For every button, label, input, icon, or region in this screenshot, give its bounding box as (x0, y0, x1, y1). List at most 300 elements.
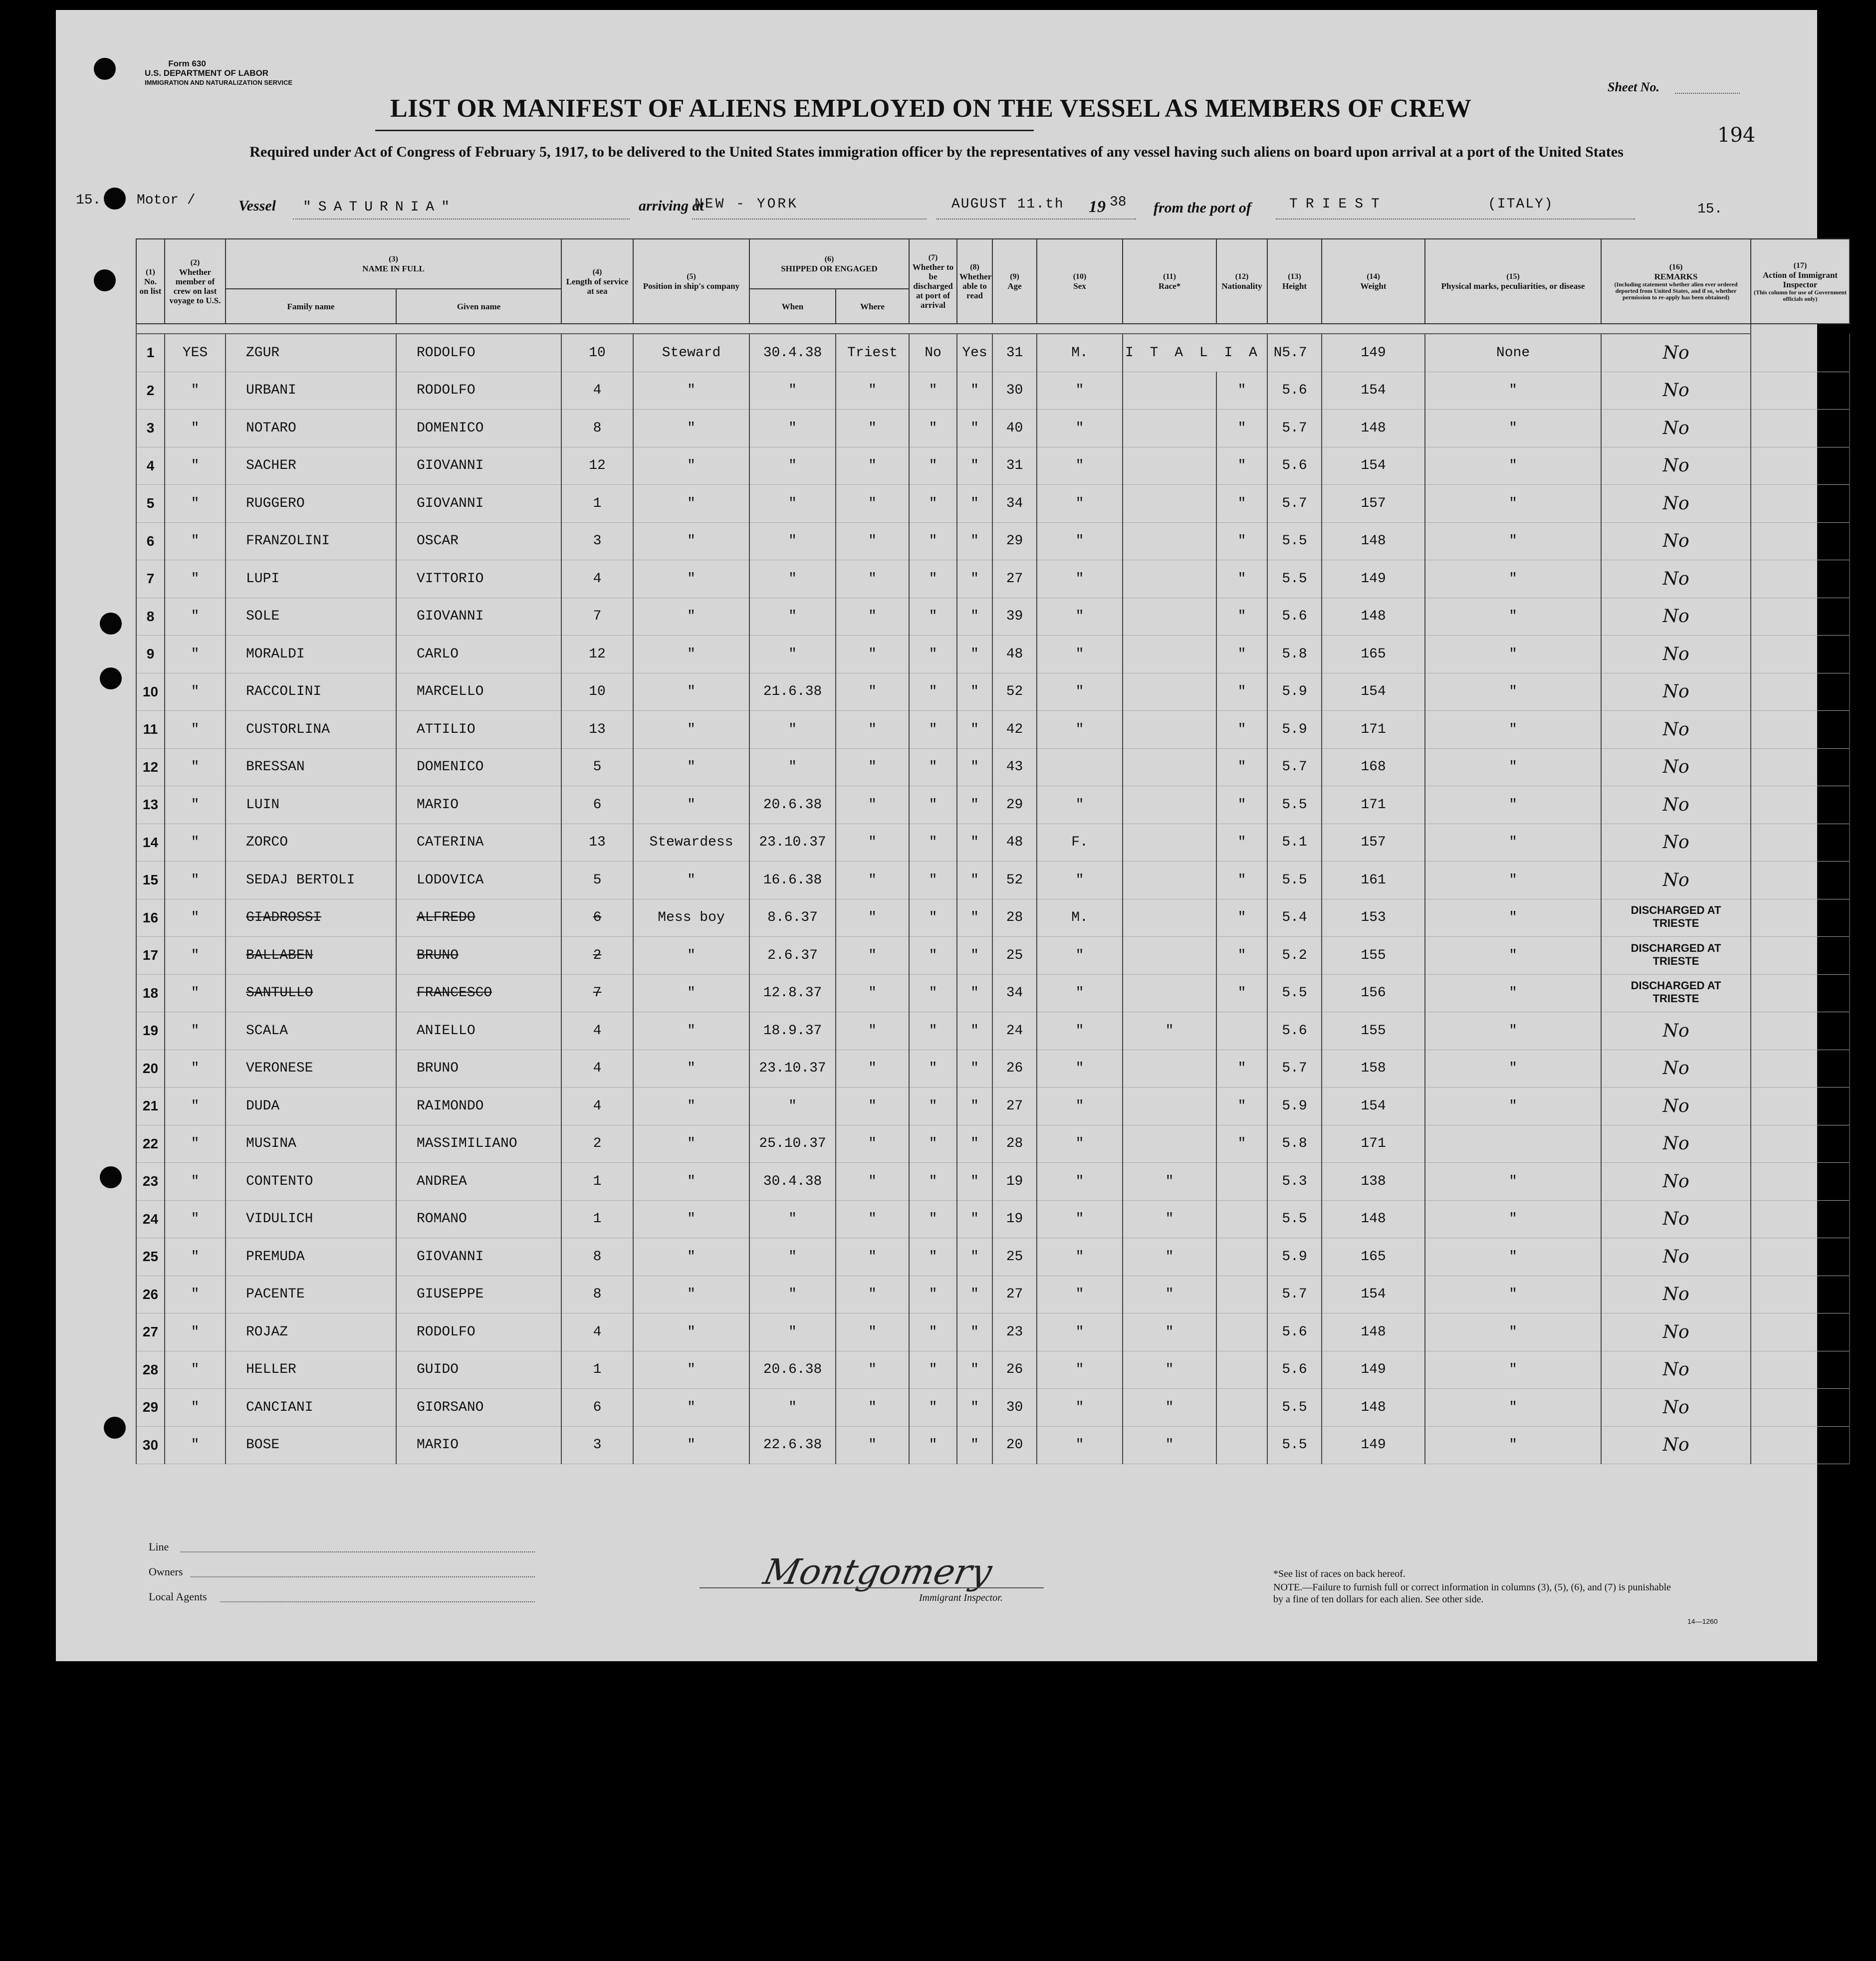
marks-value: " (1509, 1324, 1517, 1340)
height-value: 5.5 (1282, 533, 1307, 549)
sex-value: F. (1071, 835, 1088, 851)
cell-disch (909, 372, 957, 410)
cell-last (165, 974, 226, 1012)
disch-value: " (929, 1362, 938, 1378)
age-value: 52 (1006, 684, 1023, 700)
when-value: 20.6.38 (763, 797, 822, 813)
cell-last (165, 447, 226, 485)
nat-value: " (1237, 495, 1246, 511)
cell-age (992, 522, 1037, 560)
table-row (136, 1125, 1850, 1163)
cell-disch (909, 1163, 957, 1201)
cell-given (396, 485, 561, 523)
age-value: 28 (1006, 910, 1023, 926)
cell-where (836, 1389, 909, 1427)
table-row (136, 786, 1850, 824)
service-value: 12 (589, 458, 606, 474)
cell-remarks (1601, 748, 1751, 786)
table-row (136, 334, 1850, 372)
given-value: GUIDO (417, 1362, 459, 1378)
no-value: 8 (146, 608, 155, 624)
cell-when (749, 899, 836, 937)
cell-read (957, 636, 992, 673)
last-value: " (191, 495, 200, 511)
table-row (136, 598, 1850, 636)
cell-service (561, 937, 633, 975)
weight-value: 155 (1361, 947, 1386, 963)
given-value: DOMENICO (417, 420, 484, 436)
cell-family (226, 485, 396, 523)
age-value: 39 (1006, 609, 1023, 625)
cell-weight (1322, 598, 1425, 636)
cell-action (1751, 974, 1850, 1012)
cell-where (836, 711, 909, 749)
age-value: 26 (1006, 1362, 1023, 1378)
sex-value: " (1075, 609, 1084, 625)
when-value: " (788, 383, 797, 399)
cell-no (136, 1276, 165, 1313)
cell-height (1267, 1163, 1322, 1201)
family-value: LUIN (246, 797, 280, 813)
last-value: " (191, 872, 200, 888)
position-value: " (687, 458, 696, 474)
cell-service (561, 1351, 633, 1389)
cell-given (396, 824, 561, 862)
cell-no (136, 1088, 165, 1125)
weight-value: 148 (1361, 1211, 1386, 1227)
list-number-left: 15. (76, 193, 101, 208)
remarks-value: No (1662, 644, 1689, 664)
table-row (136, 1200, 1850, 1238)
height-value: 5.9 (1282, 684, 1307, 700)
cell-weight (1322, 1351, 1425, 1389)
last-value: " (191, 646, 200, 662)
cell-last (165, 485, 226, 523)
cell-race (1123, 899, 1216, 937)
cell-disch (909, 1012, 957, 1050)
cell-no (136, 485, 165, 523)
cell-action (1751, 786, 1850, 824)
cell-where (836, 334, 909, 372)
last-value: " (191, 1362, 200, 1378)
given-value: GIOVANNI (417, 458, 484, 474)
cell-where (836, 447, 909, 485)
height-value: 5.5 (1282, 571, 1307, 587)
cell-no (136, 598, 165, 636)
cell-last (165, 1012, 226, 1050)
cell-nat (1216, 1238, 1267, 1276)
cell-position (633, 372, 749, 410)
table-row (136, 1351, 1850, 1389)
cell-service (561, 824, 633, 862)
table-row (136, 560, 1850, 598)
age-value: 30 (1006, 383, 1023, 399)
cell-when (749, 560, 836, 598)
cell-read (957, 1426, 992, 1464)
cell-when (749, 786, 836, 824)
cell-age (992, 485, 1037, 523)
last-value: " (191, 797, 200, 813)
cell-height (1267, 748, 1322, 786)
cell-when (749, 1125, 836, 1163)
cell-family (226, 410, 396, 447)
col-header-age: (9) Age (992, 239, 1037, 324)
disch-value: " (929, 797, 938, 813)
cell-nat (1216, 1200, 1267, 1238)
arriving-underline (692, 218, 927, 219)
service-value: 4 (593, 1324, 602, 1340)
arriving-port: NEW - YORK (695, 197, 799, 212)
cell-marks (1425, 1313, 1601, 1351)
nat-value: " (1237, 721, 1246, 737)
cell-weight (1322, 748, 1425, 786)
age-value: 29 (1006, 797, 1023, 813)
service-value: 5 (593, 759, 602, 775)
last-value: " (191, 1211, 200, 1227)
no-value: 18 (142, 985, 159, 1001)
cell-sex (1037, 636, 1123, 673)
cell-nat (1216, 1012, 1267, 1050)
weight-value: 158 (1361, 1061, 1386, 1077)
cell-weight (1322, 1088, 1425, 1125)
cell-nat (1216, 1426, 1267, 1464)
disch-value: " (929, 910, 938, 926)
disch-value: " (929, 571, 938, 587)
marks-value: " (1509, 721, 1517, 737)
cell-race (1123, 1088, 1216, 1125)
cell-when (749, 372, 836, 410)
table-row (136, 410, 1850, 447)
cell-height (1267, 636, 1322, 673)
no-value: 19 (142, 1023, 159, 1039)
cell-nat (1216, 560, 1267, 598)
cell-height (1267, 560, 1322, 598)
cell-disch (909, 447, 957, 485)
cell-weight (1322, 1389, 1425, 1427)
cell-height (1267, 862, 1322, 899)
last-value: " (191, 1173, 200, 1189)
cell-nat (1216, 1276, 1267, 1313)
age-value: 34 (1006, 495, 1023, 511)
cell-when (749, 334, 836, 372)
cell-family (226, 673, 396, 711)
when-value: " (788, 1287, 797, 1303)
cell-service (561, 673, 633, 711)
family-value: MUSINA (246, 1136, 296, 1152)
marks-value: " (1509, 1173, 1517, 1189)
cell-race (1123, 1050, 1216, 1088)
cell-when (749, 410, 836, 447)
sex-value: " (1075, 985, 1084, 1001)
cell-weight (1322, 1276, 1425, 1313)
cell-sex (1037, 560, 1123, 598)
age-value: 28 (1006, 1136, 1023, 1152)
marks-value: " (1509, 759, 1517, 775)
cell-given (396, 1125, 561, 1163)
department: U.S. DEPARTMENT OF LABOR (145, 68, 269, 78)
race-value: " (1165, 1399, 1174, 1415)
cell-read (957, 1125, 992, 1163)
cell-race (1123, 786, 1216, 824)
no-value: 24 (142, 1211, 159, 1227)
cell-last (165, 598, 226, 636)
service-value: 5 (593, 872, 602, 888)
nat-value: " (1237, 947, 1246, 963)
cell-read (957, 899, 992, 937)
cell-remarks (1601, 824, 1751, 862)
cell-nat (1216, 748, 1267, 786)
cell-marks (1425, 1088, 1601, 1125)
age-value: 48 (1006, 835, 1023, 851)
cell-when (749, 636, 836, 673)
cell-action (1751, 598, 1850, 636)
marks-value: " (1509, 872, 1517, 888)
weight-value: 149 (1361, 1437, 1386, 1453)
cell-family (226, 1389, 396, 1427)
when-value: " (788, 495, 797, 511)
remarks-value: No (1662, 342, 1689, 363)
cell-action (1751, 1426, 1850, 1464)
cell-read (957, 598, 992, 636)
cell-read (957, 1238, 992, 1276)
cell-where (836, 899, 909, 937)
cell-action (1751, 410, 1850, 447)
cell-last (165, 522, 226, 560)
cell-position (633, 1389, 749, 1427)
cell-family (226, 937, 396, 975)
cell-marks (1425, 1050, 1601, 1088)
cell-remarks (1601, 1012, 1751, 1050)
cell-no (136, 862, 165, 899)
cell-nat (1216, 786, 1267, 824)
vessel-name: "SATURNIA" (303, 200, 457, 215)
marks-value: " (1509, 947, 1517, 963)
last-value: " (191, 1136, 200, 1152)
nat-value: " (1237, 420, 1246, 436)
cell-height (1267, 1238, 1322, 1276)
age-value: 25 (1006, 1249, 1023, 1265)
cell-service (561, 560, 633, 598)
cell-action (1751, 1389, 1850, 1427)
sex-value: M. (1071, 345, 1088, 361)
binder-hole (104, 1417, 126, 1439)
where-value: " (868, 910, 877, 926)
cell-weight (1322, 372, 1425, 410)
nat-value: " (1237, 609, 1246, 625)
age-value: 43 (1006, 759, 1023, 775)
height-value: 5.5 (1282, 1211, 1307, 1227)
remarks-value: No (1662, 1284, 1689, 1305)
page-number: 194 (1717, 124, 1756, 147)
cell-action (1751, 372, 1850, 410)
position-value: " (687, 872, 696, 888)
cell-remarks (1601, 598, 1751, 636)
cell-given (396, 560, 561, 598)
year-prefix: 19 (1089, 198, 1106, 216)
country: (ITALY) (1488, 197, 1554, 212)
cell-action (1751, 748, 1850, 786)
no-value: 25 (142, 1249, 159, 1265)
cell-disch (909, 899, 957, 937)
family-value: CONTENTO (246, 1173, 313, 1189)
read-value: " (970, 383, 979, 399)
cell-race (1123, 1313, 1216, 1351)
cell-nat (1216, 974, 1267, 1012)
cell-position (633, 485, 749, 523)
cell-sex (1037, 899, 1123, 937)
cell-family (226, 522, 396, 560)
position-value: " (687, 1211, 696, 1227)
last-value: " (191, 1249, 200, 1265)
position-value: " (687, 1437, 696, 1453)
cell-sex (1037, 974, 1123, 1012)
when-value: 20.6.38 (763, 1362, 822, 1378)
position-value: " (687, 1362, 696, 1378)
marks-value: " (1509, 383, 1517, 399)
sheet-number-label: Sheet No. (1608, 80, 1659, 94)
nat-value: " (1237, 985, 1246, 1001)
sex-value: " (1075, 1249, 1084, 1265)
marks-value: " (1509, 1211, 1517, 1227)
age-value: 34 (1006, 985, 1023, 1001)
read-value: " (970, 835, 979, 851)
cell-remarks (1601, 711, 1751, 749)
where-value: " (868, 872, 877, 888)
cell-age (992, 1050, 1037, 1088)
cell-disch (909, 334, 957, 372)
port-underline (1276, 218, 1635, 219)
cell-given (396, 937, 561, 975)
remarks-value: No (1662, 1133, 1689, 1154)
weight-value: 156 (1361, 985, 1386, 1001)
height-value: 5.5 (1282, 872, 1307, 888)
no-value: 22 (142, 1135, 159, 1151)
where-value: " (868, 1399, 877, 1415)
cell-family (226, 1012, 396, 1050)
age-value: 27 (1006, 1098, 1023, 1114)
cell-position (633, 1012, 749, 1050)
cell-disch (909, 937, 957, 975)
cell-where (836, 937, 909, 975)
last-value: " (191, 1061, 200, 1077)
title-rule (375, 130, 1034, 131)
cell-read (957, 1163, 992, 1201)
cell-read (957, 1050, 992, 1088)
given-value: RAIMONDO (417, 1098, 484, 1114)
no-value: 5 (146, 495, 155, 511)
cell-weight (1322, 786, 1425, 824)
height-value: 5.7 (1282, 759, 1307, 775)
family-value: URBANI (246, 383, 296, 399)
cell-given (396, 1313, 561, 1351)
sex-value: " (1075, 1136, 1084, 1152)
family-value: NOTARO (246, 420, 296, 436)
given-value: GIORSANO (417, 1399, 484, 1415)
year-suffix: 38 (1110, 195, 1127, 210)
cell-position (633, 974, 749, 1012)
cell-height (1267, 974, 1322, 1012)
cell-position (633, 334, 749, 372)
weight-value: 138 (1361, 1173, 1386, 1189)
cell-last (165, 334, 226, 372)
nat-value: " (1237, 646, 1246, 662)
cell-race (1123, 711, 1216, 749)
read-value: " (970, 721, 979, 737)
col-header-name: (3) NAME IN FULL (226, 239, 561, 289)
cell-height (1267, 1313, 1322, 1351)
height-value: 5.5 (1282, 1399, 1307, 1415)
service-value: 10 (589, 345, 606, 361)
cell-age (992, 1351, 1037, 1389)
service-value: 4 (593, 1023, 602, 1039)
given-value: RODOLFO (417, 383, 475, 399)
cell-race (1123, 1125, 1216, 1163)
cell-where (836, 1313, 909, 1351)
cell-position (633, 598, 749, 636)
cell-read (957, 1389, 992, 1427)
cell-marks (1425, 711, 1601, 749)
cell-given (396, 1012, 561, 1050)
table-row (136, 1163, 1850, 1201)
sex-value: M. (1071, 910, 1088, 926)
cell-service (561, 974, 633, 1012)
cell-read (957, 334, 992, 372)
cell-race (1123, 1200, 1216, 1238)
cell-race (1123, 1012, 1216, 1050)
cell-height (1267, 598, 1322, 636)
weight-value: 148 (1361, 420, 1386, 436)
marks-value: " (1509, 910, 1517, 926)
cell-marks (1425, 937, 1601, 975)
table-row (136, 899, 1850, 937)
cell-where (836, 974, 909, 1012)
cell-sex (1037, 1163, 1123, 1201)
read-value: " (970, 1437, 979, 1453)
remarks-value: No (1662, 380, 1689, 401)
height-value: 5.6 (1282, 609, 1307, 625)
cell-service (561, 1238, 633, 1276)
cell-no (136, 673, 165, 711)
cell-last (165, 1163, 226, 1201)
cell-age (992, 711, 1037, 749)
service-value: 8 (593, 1287, 602, 1303)
cell-given (396, 410, 561, 447)
cell-where (836, 1088, 909, 1125)
family-value: DUDA (246, 1098, 280, 1114)
when-value: " (788, 721, 797, 737)
cell-position (633, 560, 749, 598)
remarks-value: DISCHARGED AT TRIESTE (1631, 904, 1721, 930)
when-value: " (788, 571, 797, 587)
service-value: 7 (593, 609, 602, 625)
cell-service (561, 598, 633, 636)
cell-race (1123, 673, 1216, 711)
cell-race (1123, 1426, 1216, 1464)
service-value: 1 (593, 1173, 602, 1189)
no-value: 7 (146, 571, 155, 587)
cell-where (836, 560, 909, 598)
cell-position (633, 824, 749, 862)
sex-value: " (1075, 1173, 1084, 1189)
cell-service (561, 334, 633, 372)
cell-when (749, 673, 836, 711)
cell-service (561, 1012, 633, 1050)
list-number-right: 15. (1697, 202, 1723, 217)
cell-disch (909, 598, 957, 636)
cell-action (1751, 1276, 1850, 1313)
col-header-sex: (10) Sex (1037, 239, 1123, 324)
family-value: ZGUR (246, 345, 280, 361)
